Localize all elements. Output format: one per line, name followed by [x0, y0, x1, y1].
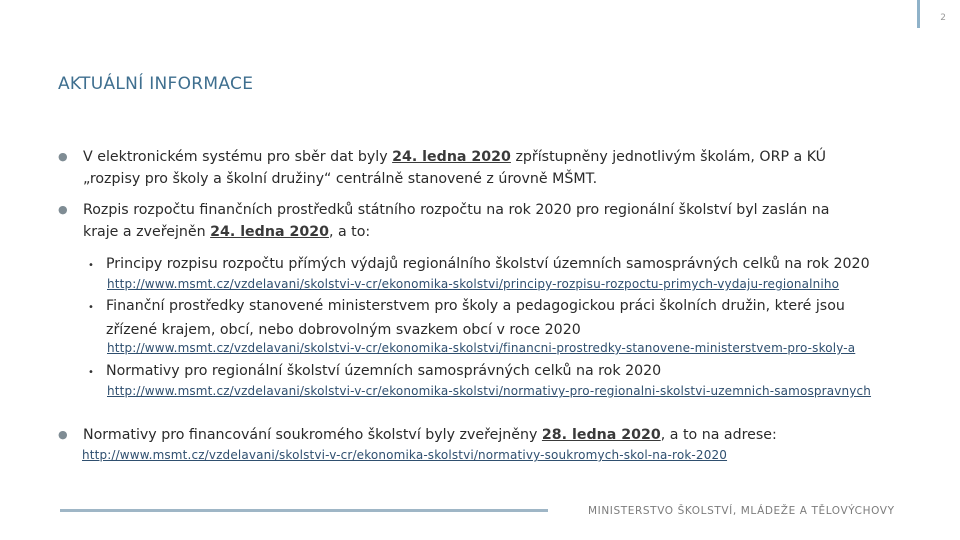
top-accent-rule: [917, 0, 920, 28]
bullet-3-text-pre: Normativy pro financování soukromého školství byly zveřejněny: [83, 427, 542, 443]
sub-item-3-link[interactable]: http://www.msmt.cz/vzdelavani/skolstvi-v-cr/ekonomika-skolstvi/normativy-pro-regionalni-skolstvi-uzemnich-samospravnych: [107, 384, 872, 398]
bullet-dot-icon: ●: [58, 203, 68, 216]
bullet-3-date: 28. ledna 2020: [541, 427, 661, 443]
sub-item-2-text2: zřízené krajem, obcí, nebo dobrovolným svazkem obcí v roce 2020: [106, 322, 581, 338]
ministry-logo-text: MINISTERSTVO ŠKOLSTVÍ, MLÁDEŽE A TĚLOVÝCHOVY: [588, 505, 895, 517]
sub-item-3: [88, 360, 938, 384]
bullet-1-text-post: zpřístupněny jednotlivým školám, ORP a KÚ: [510, 149, 827, 165]
bullet-3-link[interactable]: http://www.msmt.cz/vzdelavani/skolstvi-v-cr/ekonomika-skolstvi/normativy-soukromych-skol-na-rok-2020: [82, 448, 728, 462]
sub-bullet-dot-icon: •: [88, 367, 94, 378]
sub-item-2: [88, 295, 938, 341]
bullet-2-text-pre: kraje a zveřejněn: [83, 224, 211, 240]
bullet-1-text-pre: V elektronickém systému pro sběr dat byly: [83, 149, 393, 165]
bullet-2-line1: Rozpis rozpočtu finančních prostředků státního rozpočtu na rok 2020 pro regionální školství byl zaslán na: [83, 202, 830, 218]
bullet-1-date: 24. ledna 2020: [392, 149, 511, 165]
bullet-dot-icon: ●: [58, 428, 68, 441]
bullet-1: [58, 146, 938, 190]
sub-item-3-text: Normativy pro regionální školství územních samosprávných celků na rok 2020: [106, 363, 662, 379]
bullet-3-text-post: , a to na adrese:: [660, 427, 777, 443]
bullet-3: [58, 424, 938, 446]
sub-bullet-dot-icon: •: [88, 260, 94, 271]
footer-rule: [60, 509, 548, 512]
sub-item-2-text: Finanční prostředky stanovené ministerstvem pro školy a pedagogickou práci školních družin, které jsou: [106, 298, 845, 314]
bullet-2: [58, 199, 938, 243]
page-number: 2: [940, 13, 946, 23]
page-title: AKTUÁLNÍ INFORMACE: [58, 74, 254, 94]
sub-item-1: [88, 253, 938, 277]
sub-bullet-dot-icon: •: [88, 302, 94, 313]
bullet-dot-icon: ●: [58, 150, 68, 163]
bullet-2-text-post: , a to:: [328, 224, 371, 240]
sub-item-2-link[interactable]: http://www.msmt.cz/vzdelavani/skolstvi-v-cr/ekonomika-skolstvi/financni-prostredky-stanovene-ministerstvem-pro-skoly-a: [107, 341, 856, 355]
bullet-1-line2: „rozpisy pro školy a školní družiny“ centrálně stanovené z úrovně MŠMT.: [83, 171, 598, 187]
sub-item-1-link[interactable]: http://www.msmt.cz/vzdelavani/skolstvi-v-cr/ekonomika-skolstvi/principy-rozpisu-rozpoctu-primych-vydaju-regionalniho: [107, 277, 840, 291]
sub-item-1-text: Principy rozpisu rozpočtu přímých výdajů regionálního školství územních samosprávných celků na rok 2020: [106, 256, 870, 272]
bullet-2-date: 24. ledna 2020: [210, 224, 329, 240]
